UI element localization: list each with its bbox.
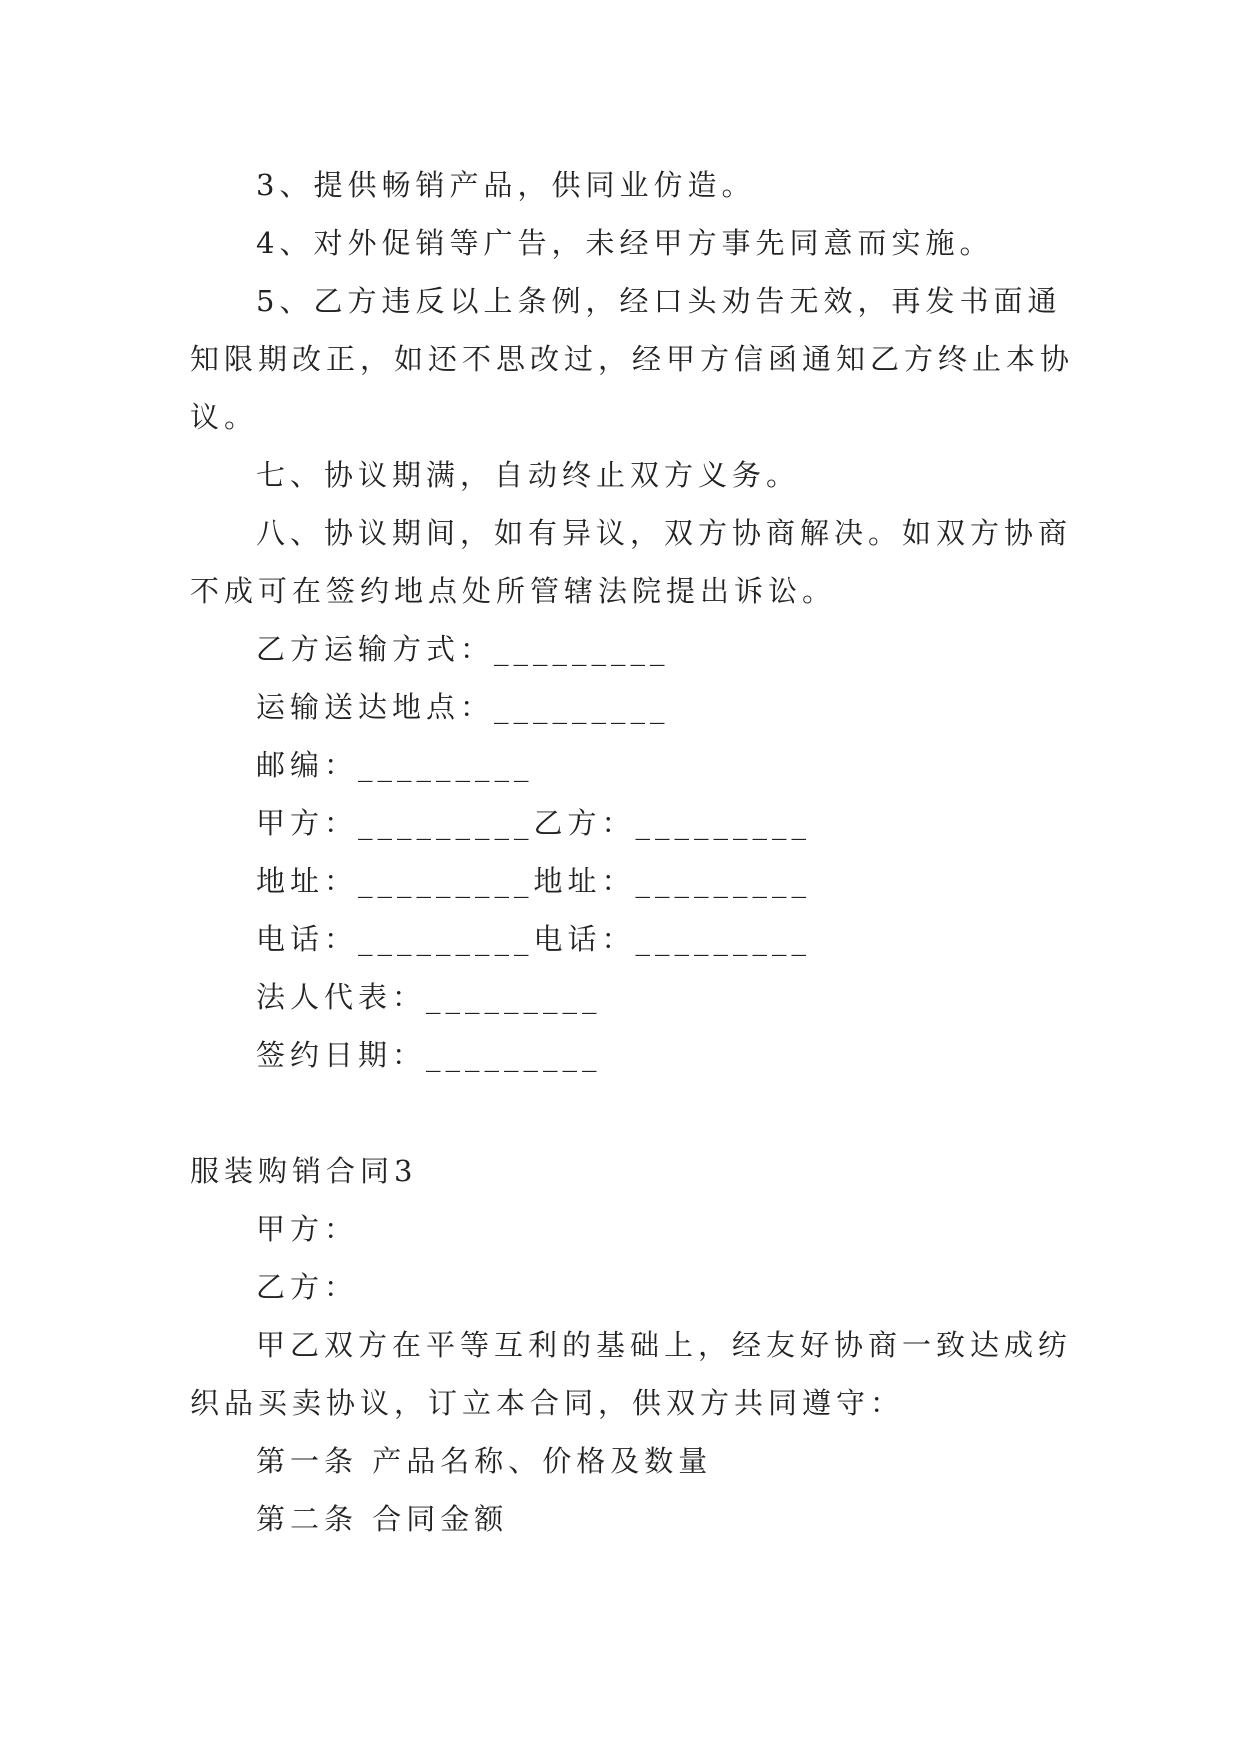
clause-8-line2: 不成可在签约地点处所管辖法院提出诉讼。 [190, 574, 837, 608]
field-postcode: 邮编：_________ [256, 748, 534, 782]
clause-item-5-line2: 知限期改正，如还不思改过，经甲方信函通知乙方终止本协 [190, 342, 1075, 376]
field-transport-method: 乙方运输方式：_________ [256, 632, 670, 666]
field-sign-date: 签约日期：_________ [256, 1038, 602, 1072]
clause-item-5-line3: 议。 [190, 400, 259, 434]
field-legal-rep: 法人代表：_________ [256, 980, 602, 1014]
contract-title: 服装购销合同3 [190, 1154, 418, 1188]
preamble-line2: 织品买卖协议，订立本合同，供双方共同遵守： [190, 1386, 905, 1420]
field-parties: 甲方：_________乙方：_________ [256, 806, 812, 840]
party-b-label: 乙方： [256, 1270, 359, 1304]
article-2-heading: 第二条 合同金额 [256, 1502, 509, 1536]
clause-7: 七、协议期满，自动终止双方义务。 [256, 458, 801, 492]
field-delivery-location: 运输送达地点：_________ [256, 690, 670, 724]
party-a-label: 甲方： [256, 1212, 359, 1246]
clause-8-line1: 八、协议期间，如有异议，双方协商解决。如双方协商 [256, 516, 1073, 550]
clause-item-3: 3、提供畅销产品，供同业仿造。 [256, 168, 756, 202]
field-phones: 电话：_________电话：_________ [256, 922, 812, 956]
field-addresses: 地址：_________地址：_________ [256, 864, 812, 898]
clause-item-5-line1: 5、乙方违反以上条例，经口头劝告无效，再发书面通 [256, 284, 1062, 318]
clause-item-4: 4、对外促销等广告，未经甲方事先同意而实施。 [256, 226, 994, 260]
preamble-line1: 甲乙双方在平等互利的基础上，经友好协商一致达成纺 [256, 1328, 1073, 1362]
article-1-heading: 第一条 产品名称、价格及数量 [256, 1444, 713, 1478]
